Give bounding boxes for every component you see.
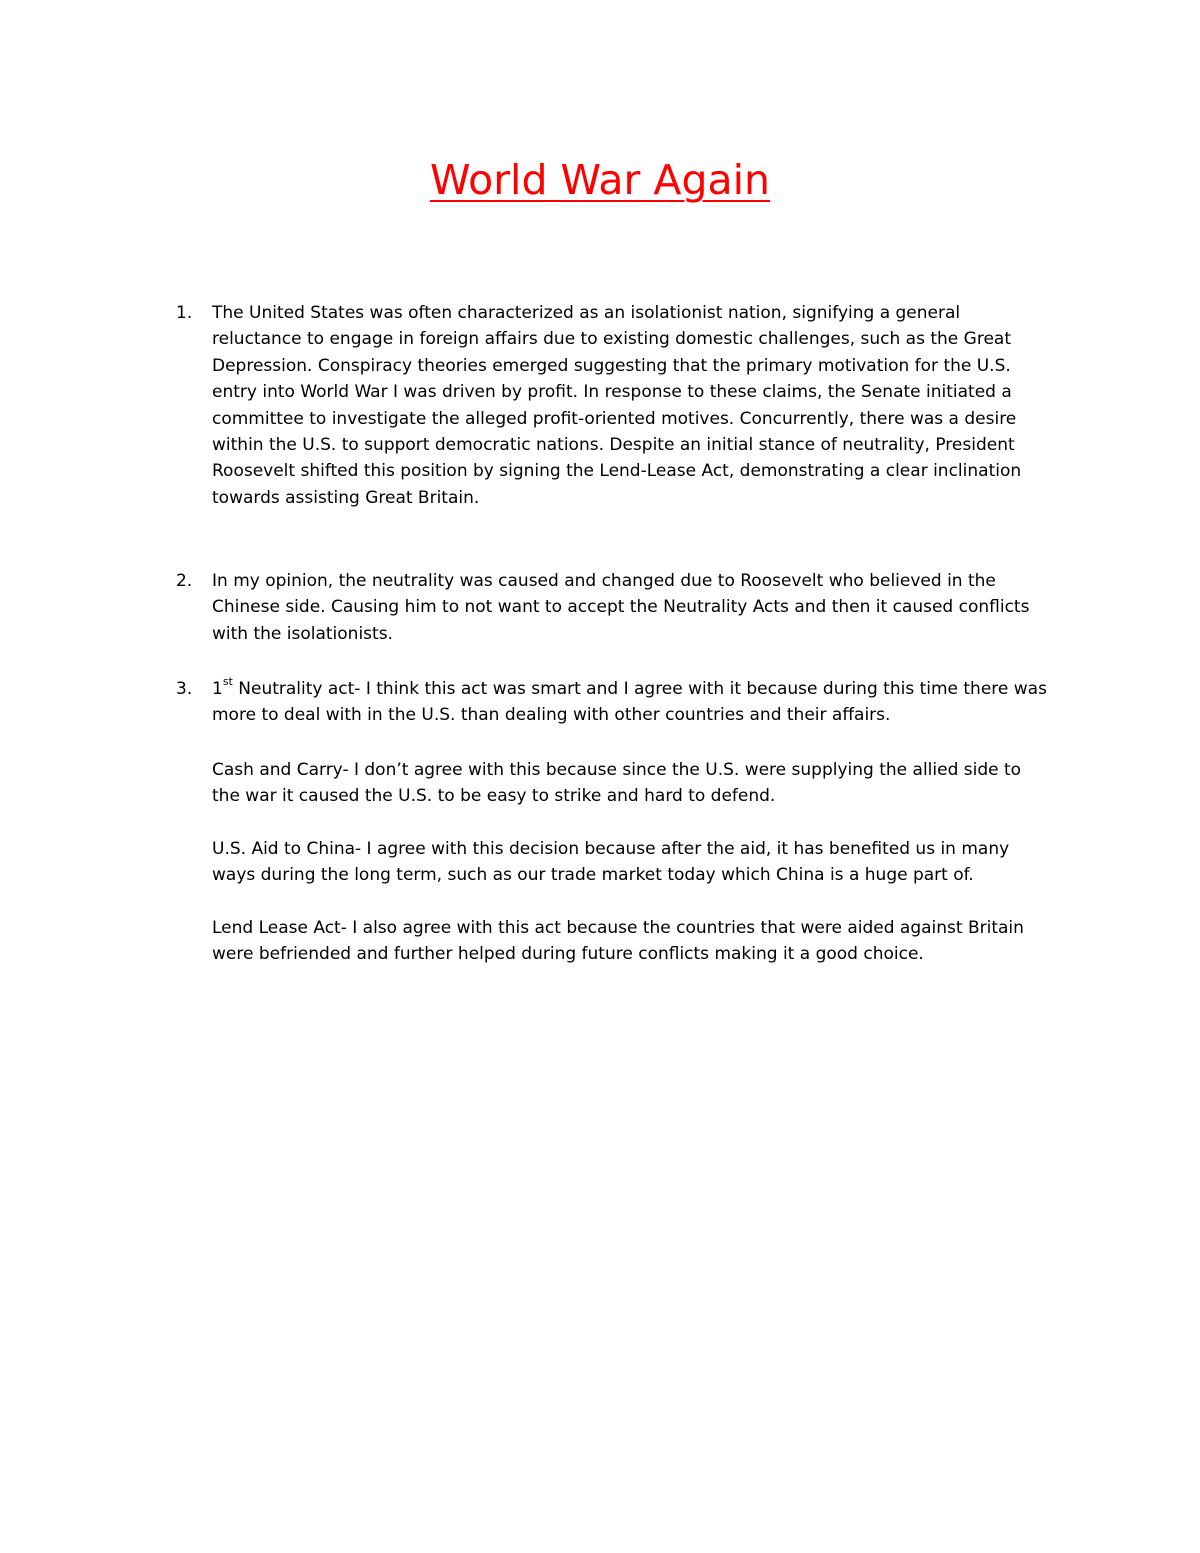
- paragraph-lend-lease: [212, 915, 1076, 968]
- text-line: reluctance to engage in foreign affairs due to existing domestic challenges, such as the Great: [212, 329, 1011, 350]
- text-line: Depression. Conspiracy theories emerged suggesting that the primary motivation for the U.S.: [212, 355, 1011, 376]
- text-line: within the U.S. to support democratic nations. Despite an initial stance of neutrality, President: [212, 435, 1015, 456]
- list-marker: 1.: [176, 303, 193, 323]
- text-line: the war it caused the U.S. to be easy to strike and hard to defend.: [212, 786, 776, 807]
- text-line: U.S. Aid to China- I agree with this decision because after the aid, it has benefited us in many: [212, 839, 1010, 859]
- text-line: committee to investigate the alleged profit-oriented motives. Concurrently, there was a desire: [212, 408, 1017, 429]
- ordinal-number: 1: [212, 679, 223, 699]
- ordinal-suffix: st: [222, 675, 233, 689]
- text-line: Cash and Carry- I don’t agree with this because since the U.S. were supplying the allied side to: [212, 760, 1022, 780]
- text-line: entry into World War I was driven by profit. In response to these claims, the Senate initiated a: [212, 382, 1012, 403]
- paragraph-cash-and-carry: [212, 757, 1076, 810]
- paragraph-aid-to-china: [212, 836, 1076, 889]
- list-marker: 3.: [176, 679, 193, 699]
- text-line: more to deal with in the U.S. than dealing with other countries and their affairs.: [212, 705, 891, 726]
- list-item-text: [212, 568, 1076, 647]
- text-line: In my opinion, the neutrality was caused and changed due to Roosevelt who believed in the: [212, 571, 996, 591]
- text-line-rest: Neutrality act- I think this act was smart and I agree with it because during this time there was: [232, 679, 1047, 699]
- text-line: were befriended and further helped during future conflicts making it a good choice.: [212, 944, 924, 965]
- text-line: The United States was often characterized as an isolationist nation, signifying a general: [212, 303, 961, 323]
- text-line: with the isolationists.: [212, 623, 393, 644]
- document-title: World War Again: [429, 156, 771, 204]
- text-line: ways during the long term, such as our trade market today which China is a huge part of.: [212, 865, 974, 886]
- list-item-text: [212, 300, 1076, 511]
- text-line: [212, 676, 1076, 702]
- list-item-text: [212, 676, 1076, 729]
- text-line: Roosevelt shifted this position by signing the Lend-Lease Act, demonstrating a clear inclination: [212, 461, 1022, 482]
- text-line: Lend Lease Act- I also agree with this act because the countries that were aided against Britain: [212, 918, 1024, 938]
- list-marker: 2.: [176, 571, 193, 591]
- text-line: Chinese side. Causing him to not want to accept the Neutrality Acts and then it caused conflicts: [212, 597, 1030, 618]
- text-line: towards assisting Great Britain.: [212, 487, 480, 508]
